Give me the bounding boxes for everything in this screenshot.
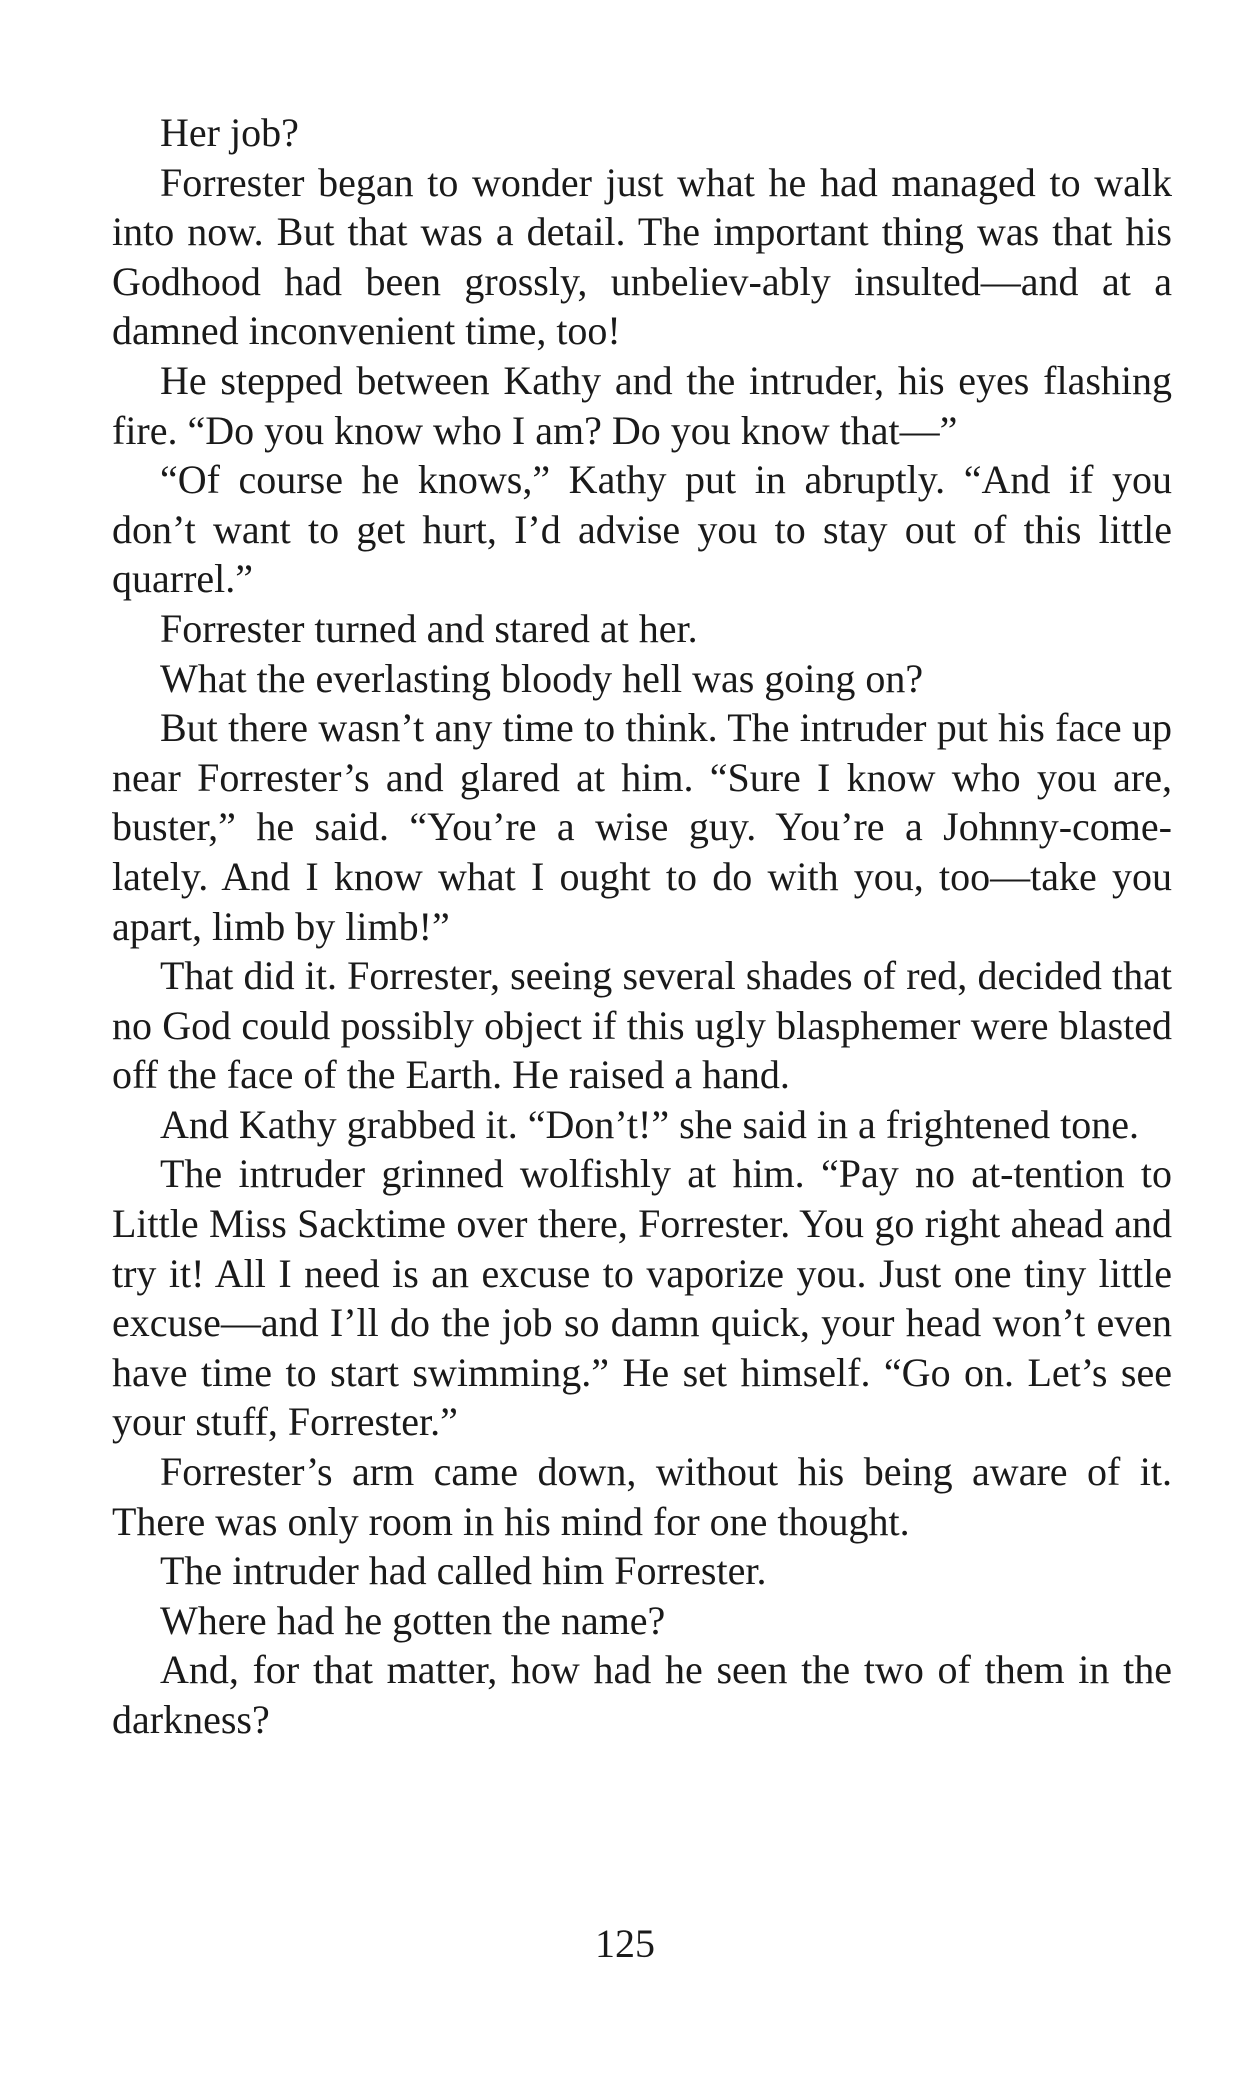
body-text — [112, 108, 1172, 1745]
paragraph: He stepped between Kathy and the intruder, his eyes flashing fire. “Do you know who I am? Do you know that—” — [112, 357, 1172, 453]
paragraph: The intruder grinned wolfishly at him. “Pay no at-tention to Little Miss Sacktime over there, Forrester. You go right ahead and try it! All I need is an excuse to vaporize you. Just one tiny little excuse—and I’ll do the job so damn quick, your head won’t even have time to start swimming.” He set himself. “Go on. Let’s see your stuff, Forrester.” — [112, 1151, 1172, 1445]
paragraph: “Of course he knows,” Kathy put in abruptly. “And if you don’t want to get hurt, I’d advise you to stay out of this little quarrel.” — [112, 457, 1172, 602]
paragraph: Where had he gotten the name? — [160, 1597, 666, 1643]
paragraph: The intruder had called him Forrester. — [160, 1548, 767, 1594]
paragraph: But there wasn’t any time to think. The intruder put his face up near Forrester’s and glared at him. “Sure I know who you are, buster,” he said. “You’re a wise guy. You’re a Johnny-come-lately. And I know what I ought to do with you, too—take you apart, limb by limb!” — [112, 705, 1172, 949]
paragraph: Forrester turned and stared at her. — [160, 605, 698, 651]
paragraph: What the everlasting bloody hell was going on? — [160, 655, 924, 701]
paragraph: And Kathy grabbed it. “Don’t!” she said in a frightened tone. — [160, 1101, 1139, 1147]
paragraph: Forrester began to wonder just what he had managed to walk into now. But that was a detail. The important thing was that his Godhood had been grossly, unbeliev-ably insulted—and at a damned inconvenient time, too! — [112, 159, 1172, 354]
page-number: 125 — [595, 1921, 655, 1966]
paragraph: And, for that matter, how had he seen the two of them in the darkness? — [112, 1647, 1172, 1742]
paragraph: Her job? — [160, 110, 299, 155]
paragraph: That did it. Forrester, seeing several shades of red, decided that no God could possibly object if this ugly blasphemer were blasted off the face of the Earth. He raised a hand. — [112, 953, 1172, 1098]
paragraph: Forrester’s arm came down, without his being aware of it. There was only room in his mind for one thought. — [112, 1449, 1172, 1544]
